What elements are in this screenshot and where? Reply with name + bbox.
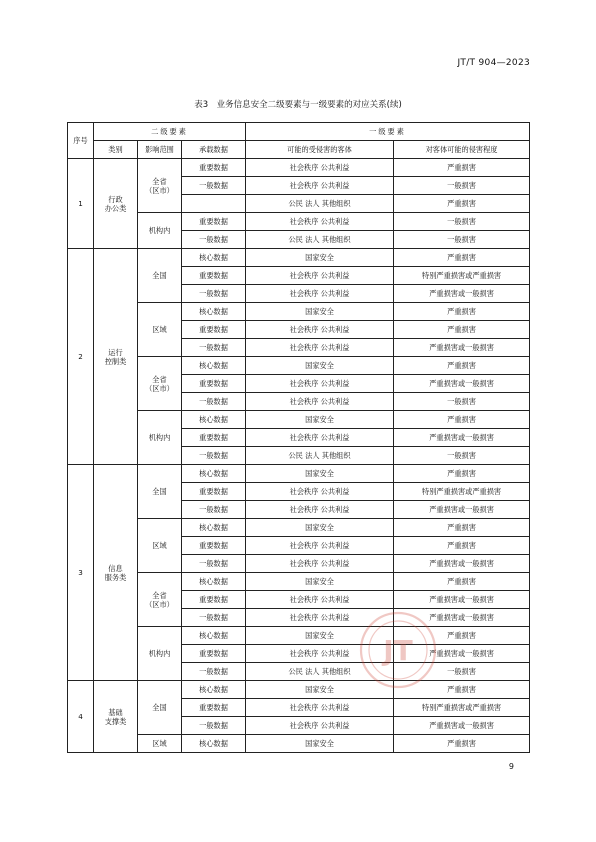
table-row — [68, 159, 530, 177]
cell-scope: 区域 — [138, 519, 182, 573]
cell-object: 社会秩序 公共利益 — [246, 645, 394, 663]
cell-degree: 严重损害 — [394, 195, 530, 213]
cell-degree: 严重损害 — [394, 681, 530, 699]
cell-carrier: 核心数据 — [182, 303, 246, 321]
header-category: 类别 — [94, 141, 138, 159]
cell-object: 社会秩序 公共利益 — [246, 213, 394, 231]
cell-degree: 严重损害 — [394, 573, 530, 591]
cell-object: 国家安全 — [246, 735, 394, 753]
cell-carrier: 重要数据 — [182, 591, 246, 609]
cell-degree: 严重损害或一般损害 — [394, 717, 530, 735]
cell-degree: 严重损害或一般损害 — [394, 285, 530, 303]
cell-scope: 全省 （区市） — [138, 573, 182, 627]
cell-object: 社会秩序 公共利益 — [246, 339, 394, 357]
cell-carrier: 一般数据 — [182, 231, 246, 249]
cell-object: 社会秩序 公共利益 — [246, 555, 394, 573]
cell-object: 社会秩序 公共利益 — [246, 591, 394, 609]
cell-carrier: 一般数据 — [182, 555, 246, 573]
cell-degree: 一般损害 — [394, 447, 530, 465]
table-row — [68, 735, 530, 753]
cell-carrier — [182, 195, 246, 213]
cell-degree: 一般损害 — [394, 231, 530, 249]
cell-carrier: 核心数据 — [182, 735, 246, 753]
cell-carrier: 重要数据 — [182, 213, 246, 231]
cell-object: 公民 法人 其他组织 — [246, 195, 394, 213]
cell-object: 国家安全 — [246, 357, 394, 375]
cell-object: 国家安全 — [246, 681, 394, 699]
cell-scope: 全省 （区市） — [138, 357, 182, 411]
cell-carrier: 重要数据 — [182, 375, 246, 393]
cell-carrier: 一般数据 — [182, 285, 246, 303]
cell-scope: 机构内 — [138, 411, 182, 465]
cell-carrier: 重要数据 — [182, 267, 246, 285]
cell-carrier: 核心数据 — [182, 357, 246, 375]
cell-object: 社会秩序 公共利益 — [246, 429, 394, 447]
cell-object: 社会秩序 公共利益 — [246, 375, 394, 393]
header-scope: 影响范围 — [138, 141, 182, 159]
cell-object: 社会秩序 公共利益 — [246, 699, 394, 717]
cell-object: 国家安全 — [246, 573, 394, 591]
cell-object: 社会秩序 公共利益 — [246, 501, 394, 519]
cell-carrier: 核心数据 — [182, 411, 246, 429]
cell-carrier: 重要数据 — [182, 483, 246, 501]
cell-category: 行政 办公类 — [94, 159, 138, 249]
cell-degree: 严重损害或一般损害 — [394, 645, 530, 663]
cell-degree: 严重损害 — [394, 411, 530, 429]
cell-carrier: 核心数据 — [182, 627, 246, 645]
cell-degree: 特别严重损害或严重损害 — [394, 267, 530, 285]
cell-no: 2 — [68, 249, 94, 465]
cell-degree: 严重损害 — [394, 159, 530, 177]
cell-carrier: 一般数据 — [182, 717, 246, 735]
cell-carrier: 一般数据 — [182, 663, 246, 681]
cell-degree: 严重损害 — [394, 249, 530, 267]
standard-code: JT/T 904—2023 — [457, 58, 530, 68]
cell-carrier: 重要数据 — [182, 321, 246, 339]
cell-degree: 严重损害或一般损害 — [394, 375, 530, 393]
cell-degree: 严重损害 — [394, 519, 530, 537]
cell-carrier: 核心数据 — [182, 573, 246, 591]
table-row — [68, 213, 530, 231]
cell-degree: 严重损害或一般损害 — [394, 339, 530, 357]
cell-scope: 区域 — [138, 303, 182, 357]
cell-object: 社会秩序 公共利益 — [246, 159, 394, 177]
cell-object: 公民 法人 其他组织 — [246, 447, 394, 465]
cell-carrier: 重要数据 — [182, 159, 246, 177]
cell-degree: 一般损害 — [394, 177, 530, 195]
cell-degree: 一般损害 — [394, 663, 530, 681]
cell-object: 国家安全 — [246, 627, 394, 645]
cell-object: 社会秩序 公共利益 — [246, 285, 394, 303]
cell-scope: 全国 — [138, 681, 182, 735]
cell-carrier: 一般数据 — [182, 447, 246, 465]
cell-degree: 一般损害 — [394, 393, 530, 411]
header-no: 序号 — [68, 123, 94, 159]
table-caption: 表3 业务信息安全二级要素与一级要素的对应关系(续) — [194, 100, 402, 110]
cell-scope: 全国 — [138, 465, 182, 519]
table-row — [68, 519, 530, 537]
cell-degree: 严重损害 — [394, 465, 530, 483]
page-number: 9 — [508, 762, 514, 771]
table-row — [68, 357, 530, 375]
cell-degree: 一般损害 — [394, 213, 530, 231]
cell-degree: 严重损害 — [394, 303, 530, 321]
cell-carrier: 重要数据 — [182, 699, 246, 717]
cell-carrier: 核心数据 — [182, 681, 246, 699]
cell-scope: 区域 — [138, 735, 182, 753]
header-object: 可能的受侵害的客体 — [246, 141, 394, 159]
table-row — [68, 411, 530, 429]
cell-carrier: 核心数据 — [182, 249, 246, 267]
cell-degree: 特别严重损害或严重损害 — [394, 483, 530, 501]
cell-scope: 机构内 — [138, 213, 182, 249]
seal-text: JT — [383, 634, 413, 667]
cell-degree: 严重损害 — [394, 537, 530, 555]
cell-carrier: 核心数据 — [182, 465, 246, 483]
table-row — [68, 627, 530, 645]
cell-object: 国家安全 — [246, 249, 394, 267]
table-row — [68, 681, 530, 699]
cell-degree: 特别严重损害或严重损害 — [394, 699, 530, 717]
table-row — [68, 465, 530, 483]
cell-object: 社会秩序 公共利益 — [246, 393, 394, 411]
cell-object: 公民 法人 其他组织 — [246, 231, 394, 249]
cell-object: 社会秩序 公共利益 — [246, 537, 394, 555]
cell-degree: 严重损害或一般损害 — [394, 501, 530, 519]
cell-object: 国家安全 — [246, 411, 394, 429]
cell-carrier: 一般数据 — [182, 501, 246, 519]
cell-degree: 严重损害或一般损害 — [394, 609, 530, 627]
header-level2: 二级要素 — [94, 123, 246, 141]
cell-object: 国家安全 — [246, 303, 394, 321]
cell-object: 社会秩序 公共利益 — [246, 717, 394, 735]
cell-category: 基础 支撑类 — [94, 681, 138, 753]
cell-object: 社会秩序 公共利益 — [246, 267, 394, 285]
cell-carrier: 一般数据 — [182, 177, 246, 195]
cell-object: 社会秩序 公共利益 — [246, 609, 394, 627]
table-body — [68, 159, 530, 753]
cell-carrier: 一般数据 — [182, 339, 246, 357]
cell-degree: 严重损害或一般损害 — [394, 591, 530, 609]
cell-carrier: 核心数据 — [182, 519, 246, 537]
cell-degree: 严重损害或一般损害 — [394, 555, 530, 573]
table-row — [68, 249, 530, 267]
requirements-table — [67, 122, 530, 753]
cell-carrier: 一般数据 — [182, 393, 246, 411]
cell-carrier: 重要数据 — [182, 537, 246, 555]
cell-scope: 机构内 — [138, 627, 182, 681]
cell-degree: 严重损害 — [394, 627, 530, 645]
cell-carrier: 重要数据 — [182, 645, 246, 663]
header-carrier: 承载数据 — [182, 141, 246, 159]
cell-carrier: 重要数据 — [182, 429, 246, 447]
cell-degree: 严重损害 — [394, 357, 530, 375]
cell-object: 国家安全 — [246, 519, 394, 537]
cell-no: 4 — [68, 681, 94, 753]
cell-no: 3 — [68, 465, 94, 681]
cell-object: 社会秩序 公共利益 — [246, 321, 394, 339]
cell-no: 1 — [68, 159, 94, 249]
cell-degree: 严重损害 — [394, 735, 530, 753]
cell-object: 国家安全 — [246, 465, 394, 483]
table-row — [68, 303, 530, 321]
header-level1: 一级要素 — [246, 123, 530, 141]
cell-degree: 严重损害或一般损害 — [394, 429, 530, 447]
header-degree: 对客体可能的侵害程度 — [394, 141, 530, 159]
cell-scope: 全省 （区市） — [138, 159, 182, 213]
cell-object: 社会秩序 公共利益 — [246, 177, 394, 195]
table-row — [68, 573, 530, 591]
cell-carrier: 一般数据 — [182, 609, 246, 627]
cell-category: 信息 服务类 — [94, 465, 138, 681]
cell-category: 运行 控制类 — [94, 249, 138, 465]
cell-degree: 严重损害 — [394, 321, 530, 339]
cell-scope: 全国 — [138, 249, 182, 303]
cell-object: 社会秩序 公共利益 — [246, 483, 394, 501]
cell-object: 公民 法人 其他组织 — [246, 663, 394, 681]
